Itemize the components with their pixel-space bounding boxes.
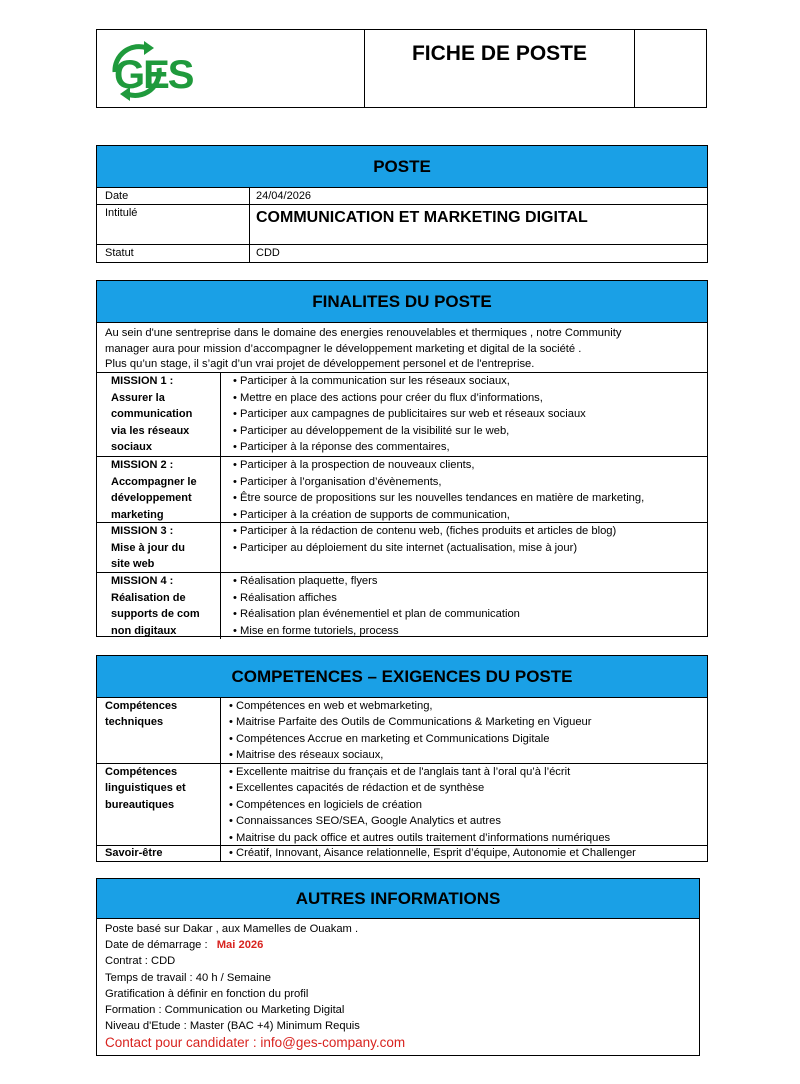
label-line: linguistiques et (105, 782, 186, 795)
label-line: Mise à jour du (111, 541, 185, 554)
poste-section (96, 145, 708, 263)
label-line: marketing (111, 508, 164, 521)
title-cell (365, 30, 635, 107)
competences-section (96, 655, 708, 862)
date-demarrage-label: Date de démarrage : (105, 939, 208, 952)
autres-heading: AUTRES INFORMATIONS (96, 878, 700, 919)
mission-3-label (97, 523, 221, 572)
list-item: • Mettre en place des actions pour créer du flux d’informations, (233, 391, 543, 404)
savoir-etre-items (221, 846, 707, 861)
contrat-text: Contrat : CDD (105, 955, 176, 968)
list-item: • Participer au développement de la visibilité sur le web, (233, 424, 510, 437)
label-line: Réalisation de (111, 591, 186, 604)
techniques-label (97, 698, 221, 763)
mission-4-items (221, 573, 707, 639)
label-line: MISSION 1 : (111, 375, 174, 387)
label-line: site web (111, 558, 155, 570)
competences-row-techniques (97, 698, 707, 764)
label-line: sociaux (111, 441, 152, 453)
date-value: 24/04/2026 (256, 190, 312, 202)
label-line: Accompagner le (111, 475, 197, 488)
temps-text: Temps de travail : 40 h / Semaine (105, 971, 272, 984)
finalites-intro (97, 323, 707, 372)
poste-row-statut (97, 245, 707, 262)
autres-body (96, 919, 700, 1056)
logo-cell (97, 30, 365, 107)
list-item: • Mise en forme tutoriels, process (233, 624, 399, 637)
statut-value: CDD (256, 247, 280, 259)
poste-heading: POSTE (97, 146, 707, 188)
poste-row-intitule (97, 205, 707, 245)
list-item: • Participer à la communication sur les réseaux sociaux, (233, 375, 510, 387)
list-item: • Maitrise du pack office et autres outils traitement d’informations numériques (229, 831, 611, 844)
competences-row-linguistiques (97, 764, 707, 846)
mission-1-label (97, 373, 221, 456)
list-item: • Compétences en web et webmarketing, (229, 700, 433, 712)
mission-2-label (97, 457, 221, 522)
label-line: via les réseaux (111, 424, 190, 437)
label-line: MISSION 2 : (111, 459, 174, 471)
logo-text: GES (114, 53, 193, 97)
label-line: communication (111, 408, 193, 420)
list-item: • Être source de propositions sur les nouvelles tendances en matière de marketing, (233, 492, 645, 504)
label-line: développement (111, 492, 192, 504)
finalites-heading: FINALITES DU POSTE (97, 281, 707, 323)
date-label: Date (97, 188, 250, 204)
date-demarrage-line (105, 937, 699, 953)
list-item: • Réalisation plaquette, flyers (233, 575, 378, 587)
mission-3-items (221, 523, 707, 572)
competences-heading: COMPETENCES – EXIGENCES DU POSTE (97, 656, 707, 698)
mission-4-label (97, 573, 221, 639)
label-line: Compétences (105, 766, 178, 778)
niveau-text: Niveau d'Etude : Master (BAC +4) Minimum Requis (105, 1020, 360, 1033)
mission-row-3 (97, 523, 707, 573)
list-item: • Connaissances SEO/SEA, Google Analytics et autres (229, 815, 501, 828)
label-line: bureautiques (105, 798, 175, 811)
mission-row-4 (97, 573, 707, 639)
missions-table (97, 372, 707, 639)
mission-row-1 (97, 373, 707, 457)
label-line: non digitaux (111, 624, 177, 637)
list-item: • Maitrise Parfaite des Outils de Communications & Marketing en Vigueur (229, 716, 592, 729)
mission-1-items (221, 373, 707, 456)
label-line: Compétences (105, 700, 178, 712)
gratification-text: Gratification à définir en fonction du profil (105, 987, 309, 1000)
finalites-section (96, 280, 708, 637)
label-line: Assurer la (111, 391, 165, 404)
formation-text: Formation : Communication ou Marketing Digital (105, 1004, 345, 1017)
intitule-value: COMMUNICATION ET MARKETING DIGITAL (256, 209, 588, 226)
label-line: MISSION 3 : (111, 525, 174, 537)
list-item: • Compétences Accrue en marketing et Communications Digitale (229, 732, 550, 745)
label-line: MISSION 4 : (111, 575, 174, 587)
list-item: • Participer à la réponse des commentaires, (233, 441, 450, 453)
list-item: • Participer à l’organisation d’évènements, (233, 475, 442, 488)
mission-2-items (221, 457, 707, 522)
document-header (96, 29, 707, 108)
contact-link[interactable]: Contact pour candidater : info@ges-company.com (105, 1035, 406, 1051)
intro-line: Plus qu’un stage, il s’agit d’un vrai projet de développement personel et de l'entreprise. (105, 358, 535, 370)
mission-row-2 (97, 457, 707, 523)
poste-row-date (97, 188, 707, 205)
list-item: • Compétences en logiciels de création (229, 798, 422, 811)
list-item: • Maitrise des réseaux sociaux, (229, 749, 384, 762)
date-demarrage-value: Mai 2026 (216, 939, 264, 952)
page-title: FICHE DE POSTE (411, 42, 588, 65)
list-item: • Réalisation affiches (233, 591, 337, 604)
list-item: • Participer à la prospection de nouveaux clients, (233, 459, 475, 471)
lieu-text: Poste basé sur Dakar , aux Mamelles de Ouakam . (105, 923, 359, 935)
label-line: Savoir-être (105, 847, 163, 859)
intitule-label: Intitulé (97, 205, 250, 244)
intro-line: Au sein d'une sentreprise dans le domaine des energies renouvelables et thermiques , notre Community (105, 327, 622, 339)
competences-row-savoir-etre (97, 846, 707, 861)
label-line: techniques (105, 716, 164, 729)
linguistiques-label (97, 764, 221, 845)
ges-logo (107, 38, 223, 102)
list-item: • Réalisation plan événementiel et plan de communication (233, 608, 520, 620)
list-item: • Créatif, Innovant, Aisance relationnelle, Esprit d’équipe, Autonomie et Challenger (229, 847, 636, 859)
list-item: • Participer au déploiement du site internet (actualisation, mise à jour) (233, 541, 578, 554)
list-item: • Excellente maitrise du français et de l'anglais tant à l’oral qu’à l’écrit (229, 766, 571, 778)
linguistiques-items (221, 764, 707, 845)
list-item: • Excellentes capacités de rédaction et de synthèse (229, 782, 485, 795)
list-item: • Participer à la création de supports de communication, (233, 508, 510, 521)
reference-cell (635, 30, 706, 107)
label-line: supports de com (111, 608, 200, 620)
techniques-items (221, 698, 707, 763)
savoir-etre-label (97, 846, 221, 861)
statut-label: Statut (97, 245, 250, 262)
intro-line: manager aura pour mission d’accompagner le développement marketing et digital de la société . (105, 342, 582, 355)
list-item: • Participer aux campagnes de publicitaires sur web et réseaux sociaux (233, 408, 586, 420)
list-item: • Participer à la rédaction de contenu web, (fiches produits et articles de blog) (233, 525, 617, 537)
